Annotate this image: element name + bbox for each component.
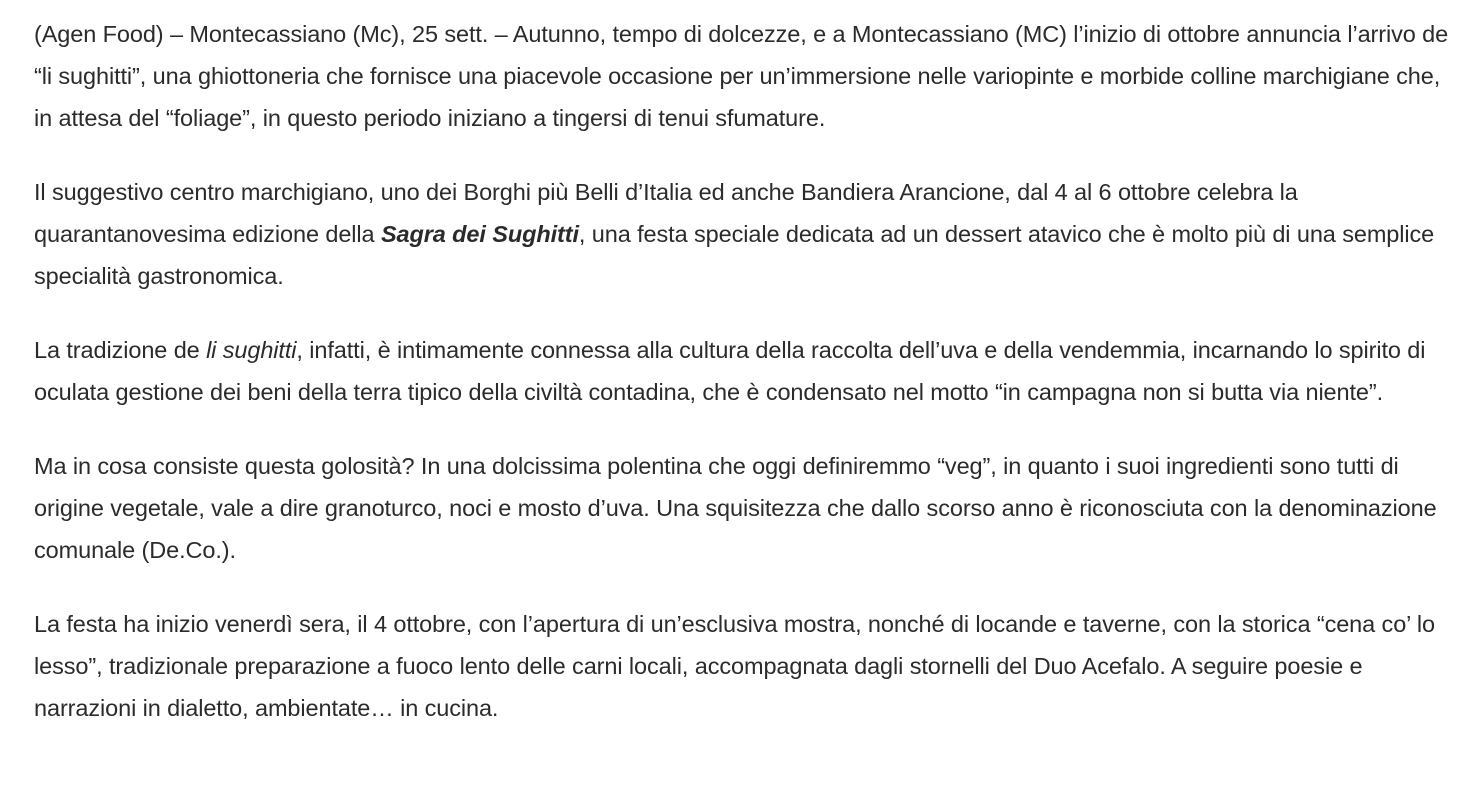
paragraph-intro: (Agen Food) – Montecassiano (Mc), 25 sett. – Autunno, tempo di dolcezze, e a Montecassiano (MC) l’inizio di ottobre annuncia l’arrivo de “li sughitti”, una ghiottoneria che fornisce una piacevole occasione per un’immersione nelle variopinte e morbide colline marchigiane che, in attesa del “foliage”, in questo periodo iniziano a tingersi di tenui sfumature.: [34, 21, 1449, 131]
paragraph-ingredients: Ma in cosa consiste questa golosità? In una dolcissima polentina che oggi definiremmo “veg”, in quanto i suoi ingredienti sono tutti di origine vegetale, vale a dire granoturco, noci e mosto d’uva. Una squisitezza che dallo scorso anno è riconosciuta con la denominazione comunale (De.Co.).: [34, 453, 1437, 563]
paragraph-sagra: [34, 171, 1454, 297]
article-body: [34, 13, 1454, 761]
paragraph-tradition-text-end: , infatti, è intimamente connessa alla cultura della raccolta dell’uva e della vendemmia, incarnando lo spirito di oculata gestione dei beni della terra tipico della civiltà contadina, che è condensato nel motto “in campagna non si butta via niente”.: [34, 337, 1426, 405]
paragraph-tradition: [34, 329, 1454, 413]
paragraph-program: La festa ha inizio venerdì sera, il 4 ottobre, con l’apertura di un’esclusiva mostra, nonché di locande e taverne, con la storica “cena co’ lo lesso”, tradizionale preparazione a fuoco lento delle carni locali, accompagnata dagli stornelli del Duo Acefalo. A seguire poesie e narrazioni in dialetto, ambientate… in cucina.: [34, 611, 1435, 721]
paragraph-sagra-text-start: Il suggestivo centro marchigiano, uno dei Borghi più Belli d’Italia ed anche Bandiera Arancione, dal 4 al 6 ottobre celebra la quarantanovesima edizione della: [34, 179, 1298, 247]
dish-name-emphasis: li sughitti: [206, 337, 297, 363]
paragraph-tradition-text-start: La tradizione de: [34, 337, 207, 363]
paragraph-sagra-text-end: , una festa speciale dedicata ad un dessert atavico che è molto più di una semplice specialità gastronomica.: [34, 221, 1435, 289]
event-name-emphasis: Sagra dei Sughitti: [380, 221, 579, 247]
